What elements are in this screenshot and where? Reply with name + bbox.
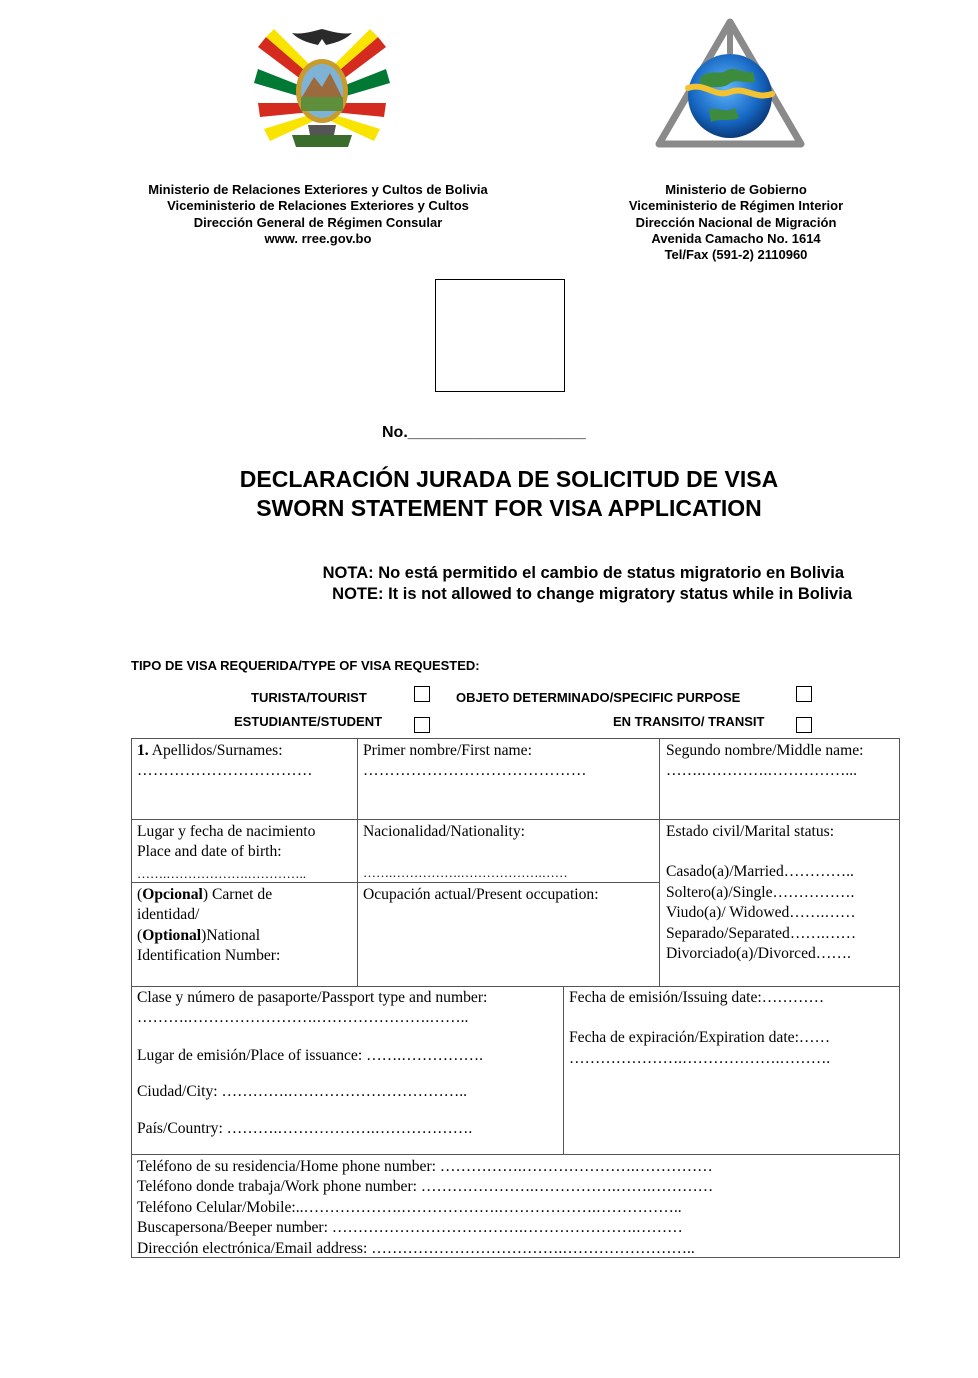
mobile-phone-field[interactable]: Teléfono Celular/Mobile:..……………….……………….……………….…………….. bbox=[137, 1198, 682, 1216]
migratory-note bbox=[240, 563, 852, 605]
expiration-date-label: Fecha de expiración/Expiration date:…… bbox=[569, 1029, 831, 1047]
right-header-line: Avenida Camacho No. 1614 bbox=[651, 230, 821, 246]
id-label-line2: identidad/ bbox=[137, 906, 200, 924]
middle-name-dots: …….………….……………... bbox=[666, 762, 858, 780]
first-name-dots: …………………………………… bbox=[363, 762, 587, 780]
right-header-line: Viceministerio de Régimen Interior bbox=[628, 198, 844, 214]
nationality-cell[interactable] bbox=[363, 822, 657, 884]
marital-option-married[interactable]: Casado(a)/Married………….. bbox=[666, 863, 854, 881]
optional-label-en: Optional bbox=[142, 926, 202, 944]
birth-dots: …….……………….………….. bbox=[137, 865, 306, 881]
table-border bbox=[131, 986, 899, 987]
specific-purpose-checkbox[interactable] bbox=[796, 686, 812, 702]
left-header-url: www. rree.gov.bo bbox=[264, 230, 372, 246]
marital-option-separated[interactable]: Separado/Separated…….…… bbox=[666, 924, 857, 942]
bolivia-coat-of-arms-logo bbox=[252, 25, 392, 153]
nationality-dots: …….…………….……………….…… bbox=[363, 865, 568, 881]
left-header-line: Viceministerio de Relaciones Exteriores y Cultos bbox=[167, 198, 469, 214]
id-label-line1: ) Carnet de bbox=[202, 886, 273, 903]
nationality-label: Nacionalidad/Nationality: bbox=[363, 823, 525, 840]
marital-option-widowed[interactable]: Viudo(a)/ Widowed…….…… bbox=[666, 904, 856, 922]
issuance-place-label: Lugar de emisión/Place of issuance: …….……………. bbox=[137, 1046, 484, 1064]
country-label: País/Country: ……….……………….………………. bbox=[137, 1119, 473, 1137]
table-border bbox=[563, 986, 564, 1154]
occupation-label: Ocupación actual/Present occupation: bbox=[363, 886, 599, 903]
middle-name-label: Segundo nombre/Middle name: bbox=[666, 742, 864, 759]
right-header-line: Ministerio de Gobierno bbox=[665, 182, 807, 197]
left-header-line: Dirección General de Régimen Consular bbox=[193, 214, 443, 230]
table-border bbox=[357, 738, 358, 986]
left-header-line: Ministerio de Relaciones Exteriores y Cultos de Bolivia bbox=[148, 182, 488, 197]
left-header-block bbox=[100, 182, 536, 247]
birth-cell[interactable] bbox=[137, 822, 355, 884]
student-label: ESTUDIANTE/STUDENT bbox=[234, 714, 383, 729]
table-border bbox=[899, 738, 900, 1258]
first-name-cell[interactable] bbox=[363, 741, 657, 782]
title-spanish: DECLARACIÓN JURADA DE SOLICITUD DE VISA bbox=[239, 466, 779, 492]
table-border bbox=[659, 738, 660, 986]
specific-purpose-label: OBJETO DETERMINADO/SPECIFIC PURPOSE bbox=[456, 690, 741, 705]
beeper-field[interactable]: Buscapersona/Beeper number: ……………………………….………………….……… bbox=[137, 1219, 683, 1237]
note-spanish: NOTA: No está permitido el cambio de status migratorio en Bolivia bbox=[322, 564, 844, 582]
right-header-line: Tel/Fax (591-2) 2110960 bbox=[664, 247, 808, 263]
tourist-checkbox[interactable] bbox=[414, 686, 430, 702]
surnames-label: Apellidos/Surnames: bbox=[151, 742, 283, 759]
email-field[interactable]: Dirección electrónica/Email address: ……………………………….…………………….. bbox=[137, 1239, 695, 1257]
right-header-block bbox=[590, 182, 882, 263]
note-english: NOTE: It is not allowed to change migratory status while in Bolivia bbox=[332, 585, 852, 603]
table-border bbox=[131, 738, 132, 1258]
marital-option-divorced[interactable]: Divorciado(a)/Divorced……. bbox=[666, 945, 851, 963]
home-phone-field[interactable]: Teléfono de su residencia/Home phone number: …………….………………….…………… bbox=[137, 1158, 713, 1175]
first-name-label: Primer nombre/First name: bbox=[363, 742, 532, 759]
marital-status-cell[interactable] bbox=[666, 822, 896, 964]
passport-dots: ……….…………………….………………….…….. bbox=[137, 1009, 469, 1027]
tourist-label: TURISTA/TOURIST bbox=[251, 690, 367, 705]
surnames-cell[interactable] bbox=[137, 741, 355, 782]
table-border bbox=[131, 1154, 899, 1155]
occupation-cell[interactable] bbox=[363, 885, 657, 905]
title-english: SWORN STATEMENT FOR VISA APPLICATION bbox=[256, 495, 762, 521]
transit-checkbox[interactable] bbox=[796, 717, 812, 733]
birth-label-es: Lugar y fecha de nacimiento bbox=[137, 823, 316, 840]
expiration-date-dots: ………………….……………….………. bbox=[569, 1049, 831, 1067]
issue-date-label: Fecha de emisión/Issuing date:………… bbox=[569, 989, 825, 1006]
contact-cell[interactable] bbox=[137, 1157, 895, 1259]
table-border bbox=[131, 738, 899, 739]
marital-status-label: Estado civil/Marital status: bbox=[666, 823, 835, 840]
id-label-line4: Identification Number: bbox=[137, 947, 281, 965]
national-id-cell[interactable]: (Opcional) Carnet de identidad/ (Optional)National Identification Number: bbox=[137, 885, 355, 967]
passport-label: Clase y número de pasaporte/Passport type and number: bbox=[137, 989, 488, 1006]
marital-option-single[interactable]: Soltero(a)/Single……………. bbox=[666, 883, 855, 901]
optional-label-es: Opcional bbox=[142, 886, 203, 903]
photo-box[interactable] bbox=[435, 279, 565, 392]
section-number: 1. bbox=[137, 742, 149, 759]
passport-dates-cell[interactable] bbox=[569, 988, 896, 1069]
document-title bbox=[150, 465, 868, 523]
id-label-line3: )National bbox=[201, 926, 261, 944]
application-number-field[interactable]: No.____________________ bbox=[382, 424, 586, 441]
passport-cell[interactable] bbox=[137, 988, 561, 1139]
visa-type-heading: TIPO DE VISA REQUERIDA/TYPE OF VISA REQUESTED: bbox=[131, 658, 480, 673]
birth-label-en: Place and date of birth: bbox=[137, 843, 282, 861]
city-label: Ciudad/City: ………….…………………………….. bbox=[137, 1083, 468, 1101]
surnames-dots: …………………………… bbox=[137, 762, 313, 780]
transit-label: EN TRANSITO/ TRANSIT bbox=[613, 714, 765, 729]
middle-name-cell[interactable] bbox=[666, 741, 896, 782]
student-checkbox[interactable] bbox=[414, 717, 430, 733]
migracion-logo bbox=[655, 18, 805, 150]
right-header-line: Dirección Nacional de Migración bbox=[635, 214, 837, 230]
table-border bbox=[131, 819, 899, 820]
work-phone-field[interactable]: Teléfono donde trabaja/Work phone number: ………………….…………….…….………… bbox=[137, 1178, 714, 1196]
